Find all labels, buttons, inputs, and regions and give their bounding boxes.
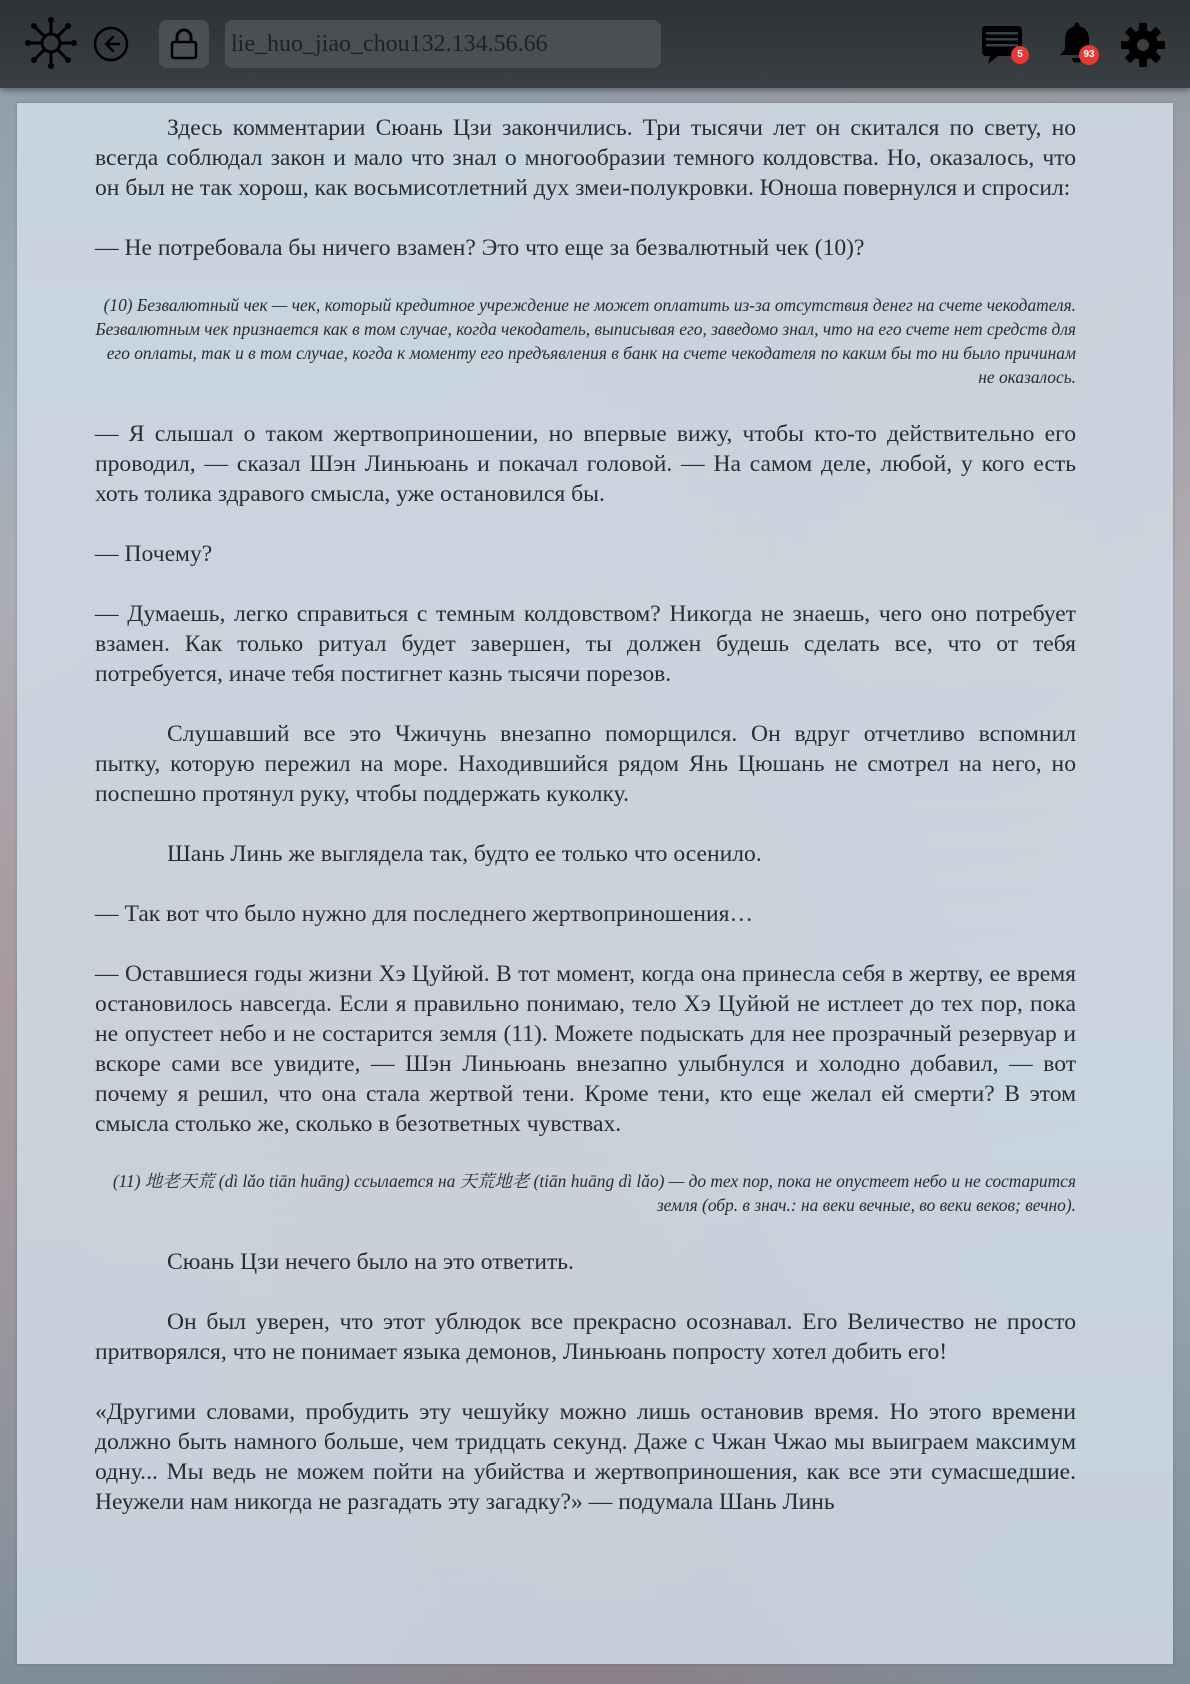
padlock-icon xyxy=(170,28,198,60)
paragraph: — Не потребовала бы ничего взамен? Это что еще за безвалютный чек (10)? xyxy=(95,235,865,261)
lock-button[interactable] xyxy=(159,20,209,68)
paragraph: «Другими словами, пробудить эту чешуйку можно лишь остановив время. Но этого времени должно быть намного больше, чем тридцать секунд. Даже с Чжан Чжао мы выиграем максимум одну... Мы ведь не можем пойти на убийства и жертвоприношения, как все эти сумасшедшие. Неужели нам никогда не разгадать эту загадку?» — подумала Шань Линь xyxy=(95,1399,1076,1515)
footnote: (11) 地老天荒 (dì lǎo tiān huāng) ссылается на 天荒地老 (tiān huāng dì lǎo) — до тех пор, пока не опустеет небо и не состарится земля (обр. в знач.: на веки вечные, во веки веков; вечно). xyxy=(112,1171,1076,1215)
back-arrow-icon[interactable] xyxy=(93,26,129,62)
paragraph: Сюань Цзи нечего было на это ответить. xyxy=(167,1249,574,1275)
paragraph: — Почему? xyxy=(95,541,213,567)
paragraph: Он был уверен, что этот ублюдок все прекрасно осознавал. Его Величество не просто притворялся, что не понимает языка демонов, Линьюань попросту хотел добить его! xyxy=(95,1309,1076,1365)
network-hub-icon[interactable] xyxy=(24,16,78,70)
reading-panel xyxy=(17,103,1173,1664)
paragraph: Слушавший все это Чжичунь внезапно поморщился. Он вдруг отчетливо вспомнил пытку, которую пережил на море. Находившийся рядом Янь Цюшань не смотрел на него, но поспешно протянул руку, чтобы поддержать куколку. xyxy=(95,721,1076,807)
paragraph: — Так вот что было нужно для последнего жертвоприношения… xyxy=(95,901,754,927)
paragraph: Шань Линь же выглядела так, будто ее только что осенило. xyxy=(167,841,762,867)
footnote: (10) Безвалютный чек — чек, который кредитное учреждение не может оплатить из-за отсутствия денег на счете чекодателя. Безвалютным чек признается как в том случае, когда чекодатель, выписывая его, заведомо знал, что на его счете нет средств для его оплаты, так и в том случае, когда к моменту его предъявления в банк на счете чекодателя по каким бы то ни было причинам не оказалось. xyxy=(95,295,1076,387)
paragraph: — Я слышал о таком жертвоприношении, но впервые вижу, чтобы кто-то действительно его проводил, — сказал Шэн Линьюань и покачал головой. — На самом деле, любой, у кого есть хоть толика здравого смысла, уже остановился бы. xyxy=(95,421,1076,507)
notifications-badge: 93 xyxy=(1079,45,1099,65)
gear-icon[interactable] xyxy=(1120,22,1166,68)
address-field[interactable] xyxy=(225,20,661,68)
top-bar xyxy=(0,0,1190,88)
paragraph: Здесь комментарии Сюань Цзи закончились. Три тысячи лет он скитался по свету, но всегда соблюдал закон и мало что знал о многообразии темного колдовства. Но, оказалось, что он был не так хорош, как восьмисотлетний дух змеи-полукровки. Юноша повернулся и спросил: xyxy=(95,115,1076,201)
messages-badge: 5 xyxy=(1011,46,1029,64)
chapter-text xyxy=(95,113,1076,1517)
paragraph: — Думаешь, легко справиться с темным колдовством? Никогда не знаешь, чего оно потребует взамен. Как только ритуал будет завершен, ты должен будешь сделать все, что от тебя потребуется, иначе тебя постигнет казнь тысячи порезов. xyxy=(95,601,1076,687)
paragraph: — Оставшиеся годы жизни Хэ Цуйюй. В тот момент, когда она принесла себя в жертву, ее время остановилось навсегда. Если я правильно понимаю, тело Хэ Цуйюй не истлеет до тех пор, пока не опустеет небо и не состарится земля (11). Можете подыскать для нее прозрачный резервуар и вскоре сами все увидите, — Шэн Линьюань внезапно улыбнулся и холодно добавил, — вот почему я решил, что она стала жертвой тени. Кроме тени, кто еще желал ей смерти? В этом смысла столько же, сколько в безответных чувствах. xyxy=(95,961,1076,1137)
